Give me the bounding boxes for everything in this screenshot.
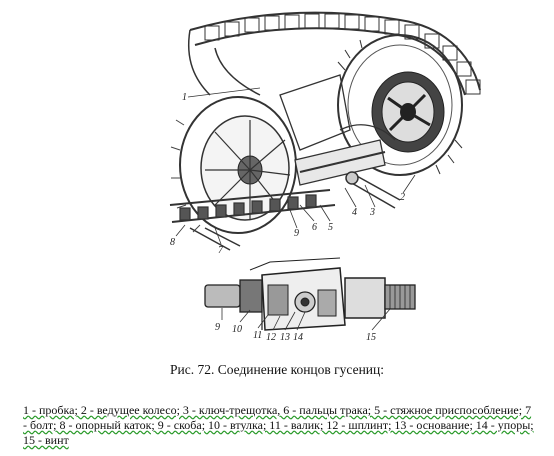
detail-label-15: 15 [366,332,376,343]
label-2: 2 [400,192,405,203]
detail-label-12: 12 [266,332,276,343]
upper-track-belt [190,13,480,95]
label-1: 1 [182,92,187,103]
label-8: 8 [170,237,175,248]
tensioner-detail-drawing [205,258,415,330]
label-4: 4 [352,207,357,218]
detail-label-14: 14 [293,332,303,343]
label-6: 6 [312,222,317,233]
label-7: 7 [218,245,223,256]
label-9: 9 [294,228,299,239]
label-3: 3 [370,207,375,218]
detail-label-13: 13 [280,332,290,343]
figure-legend: 1 - пробка; 2 - ведущее колесо; 3 - ключ-трещотка, 6 - пальцы трака; 5 - стяжное приспособление; 7 - болт; 8 - опорный каток; 9 - скоба; 10 - втулка; 11 - валик; 12 - шплинт; 13 - основание; 14 - упоры; 15 - винт [23,403,534,447]
detail-label-11: 11 [253,330,263,341]
detail-label-9: 9 [215,322,220,333]
detail-label-10: 10 [232,324,242,335]
left-track-belt [189,30,260,95]
figure-caption: Рис. 72. Соединение концов гусениц: [169,362,385,377]
label-5: 5 [328,222,333,233]
